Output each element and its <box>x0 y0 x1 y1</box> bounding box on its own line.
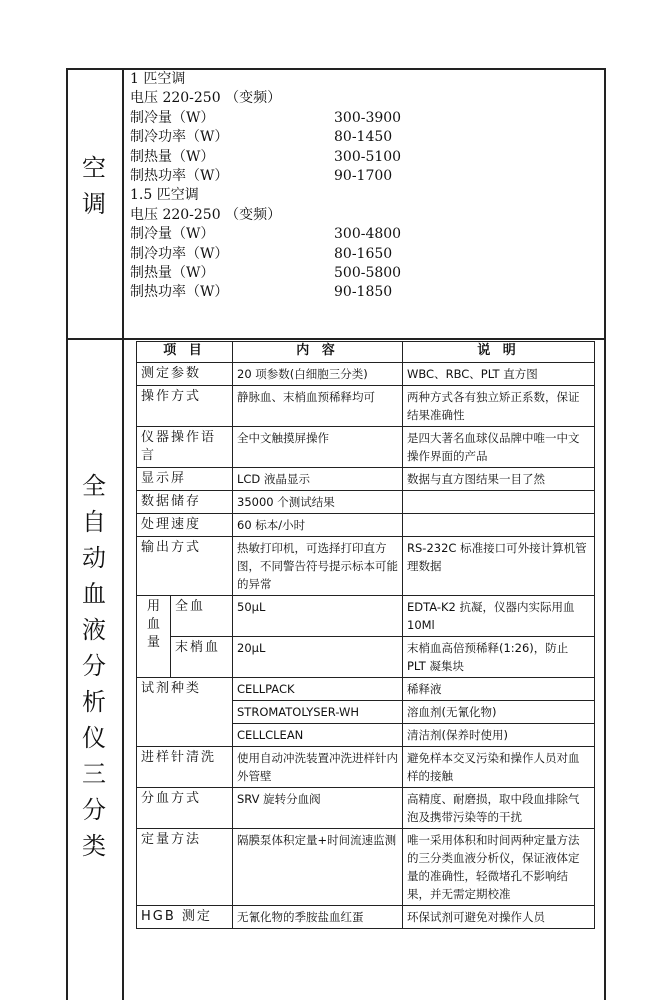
ac-spec-line: 电压 220-250 （变频） <box>130 206 282 223</box>
ac-spec-line: 制冷功率（W） 80-1450 <box>130 129 393 146</box>
ac-spec-line: 制热功率（W） 90-1700 <box>130 167 393 184</box>
side-char: 仪 <box>82 724 106 752</box>
table-row: 用血量 全血 50μL EDTA-K2 抗凝，仪器内实际用血 10Ml <box>137 596 595 637</box>
side-char: 血 <box>82 580 106 608</box>
table-row: 操作方式 静脉血、末梢血预稀释均可 两种方式各有独立矫正系数，保证结果准确性 <box>137 386 595 427</box>
header-item: 项 目 <box>137 342 233 363</box>
header-content: 内 容 <box>233 342 403 363</box>
side-char: 分 <box>82 652 106 680</box>
ac-spec-line: 1.5 匹空调 <box>130 187 199 204</box>
ac-spec-list <box>130 70 590 303</box>
table-row: 仪器操作语言 全中文触摸屏操作 是四大著名血球仪品牌中唯一中文操作界面的产品 <box>137 427 595 468</box>
ac-spec-line: 制冷量（W） 300-4800 <box>130 226 402 243</box>
table-row: 进样针清洗 使用自动冲洗装置冲洗进样针内外管壁 避免样本交叉污染和操作人员对血样的接触 <box>137 747 595 788</box>
analyzer-side-label <box>66 468 122 864</box>
ac-spec-line: 制热量（W） 500-5800 <box>130 264 402 281</box>
table-row: 数据储存 35000 个测试结果 <box>137 491 595 514</box>
header-note: 说 明 <box>403 342 595 363</box>
ac-spec-line: 制冷功率（W） 80-1650 <box>130 245 393 262</box>
table-row: 测定参数 20 项参数(白细胞三分类) WBC、RBC、PLT 直方图 <box>137 363 595 386</box>
side-char: 空 <box>82 154 106 182</box>
side-char: 分 <box>82 796 106 824</box>
ac-spec-line: 制冷量（W） 300-3900 <box>130 109 402 126</box>
side-char: 全 <box>82 472 106 500</box>
table-row: CELLCLEAN 清洁剂(保养时使用) <box>137 724 595 747</box>
analyzer-spec-table <box>136 341 595 929</box>
table-row: 输出方式 热敏打印机，可选择打印直方图，不同警告符号提示标本可能的异常 RS-232C 标准接口可外接计算机管理数据 <box>137 537 595 596</box>
side-char: 类 <box>82 832 106 860</box>
section-divider <box>66 338 606 340</box>
table-row: 分血方式 SRV 旋转分血阀 高精度、耐磨损，取中段血排除气泡及携带污染等的干扰 <box>137 788 595 829</box>
side-char: 动 <box>82 544 106 572</box>
table-row: 处理速度 60 标本/小时 <box>137 514 595 537</box>
side-char: 调 <box>82 190 106 218</box>
ac-side-label <box>66 150 122 222</box>
table-row: 显示屏 LCD 液晶显示 数据与直方图结果一目了然 <box>137 468 595 491</box>
table-row: 试剂种类 CELLPACK 稀释液 <box>137 678 595 701</box>
table-row: STROMATOLYSER-WH 溶血剂(无氰化物) <box>137 701 595 724</box>
table-row: 末梢血 20μL 末梢血高倍预稀释(1:26)，防止 PLT 凝集块 <box>137 637 595 678</box>
table-row: HGB 测定 无氰化物的季胺盐血红蛋 环保试剂可避免对操作人员 <box>137 906 595 929</box>
table-row: 定量方法 隔膜泵体积定量+时间流速监测 唯一采用体积和时间两种定量方法的三分类血液分析仪，保证液体定量的准确性，轻微堵孔不影响结果，并无需定期校准 <box>137 829 595 906</box>
side-char: 三 <box>82 760 106 788</box>
table-header-row <box>137 342 595 363</box>
column-divider <box>122 68 124 1000</box>
ac-spec-line: 1 匹空调 <box>130 71 186 87</box>
side-char: 液 <box>82 616 106 644</box>
side-char: 析 <box>82 688 106 716</box>
ac-spec-line: 制热量（W） 300-5100 <box>130 148 402 165</box>
side-char: 自 <box>82 508 106 536</box>
ac-spec-line: 电压 220-250 （变频） <box>130 90 282 107</box>
ac-spec-line: 制热功率（W） 90-1850 <box>130 284 393 301</box>
